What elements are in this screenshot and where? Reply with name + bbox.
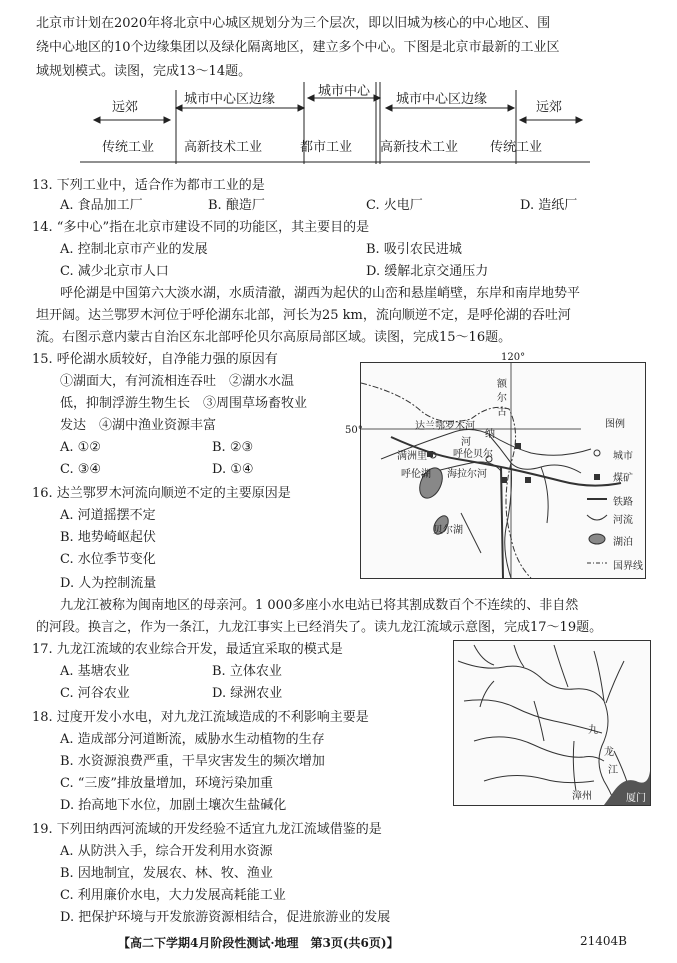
question-stem: 14. “多中心”指在北京市建设不同的功能区，其主要目的是 [32, 220, 370, 235]
option: C. 火电厂 [366, 198, 423, 213]
legend-rail: 铁路 [613, 497, 633, 508]
city-label: 呼伦贝尔 [453, 449, 493, 460]
map-char: 尔 [497, 393, 507, 404]
map-char: 古 [497, 407, 507, 418]
city-label: 漳州 [572, 791, 592, 802]
option: D. 缓解北京交通压力 [366, 264, 489, 279]
option: A. 控制北京市产业的发展 [60, 242, 208, 257]
industry-label: 高新技术工业 [184, 140, 263, 155]
legend-river: 河流 [613, 515, 633, 526]
legend-city: 城市 [613, 451, 633, 462]
option: C. “三废”排放量增加，环境污染加重 [60, 776, 274, 791]
option: A. 基塘农业 [60, 664, 130, 679]
intro-line: 绕中心地区的10个边缘集团以及绿化隔离地区，建立多个中心。下图是北京市最新的工业区 [36, 40, 560, 55]
option: D. 绿洲农业 [212, 686, 283, 701]
zone-label: 远郊 [536, 100, 563, 115]
option: B. 吸引农民进城 [366, 242, 462, 257]
latitude-label: 50° [345, 425, 363, 436]
question-stem: 17. 九龙江流域的农业综合开发，最适宜采取的模式是 [32, 642, 343, 657]
paper-code: 21404B [580, 934, 627, 948]
intro-line: 流。右图示意内蒙古自治区东北部呼伦贝尔高原局部区域。读图，完成15～16题。 [36, 330, 512, 345]
city-label: 厦门 [626, 793, 646, 804]
option: D. 人为控制流量 [60, 576, 157, 591]
option: B. 酿造厂 [208, 198, 265, 213]
river-char: 龙 [604, 747, 614, 758]
option: C. 减少北京市人口 [60, 264, 169, 279]
industry-label: 高新技术工业 [380, 140, 459, 155]
map-char: 纳 [485, 429, 495, 440]
lake-label: 贝尔湖 [433, 525, 463, 536]
map-char: 额 [497, 379, 507, 390]
option: C. 河谷农业 [60, 686, 130, 701]
question-stem: 19. 下列田纳西河流域的开发经验不适宜九龙江流域借鉴的是 [32, 822, 382, 837]
option: A. 造成部分河道断流，威胁水生动植物的生存 [60, 732, 325, 747]
page-footer: 【高二下学期4月阶段性测试·地理 第3页(共6页)】 [118, 936, 399, 950]
option: B. 立体农业 [212, 664, 282, 679]
option: D. 抬高地下水位，加剧土壤次生盐碱化 [60, 798, 287, 813]
river-label: 海拉尔河 [447, 469, 487, 480]
intro-line: 呼伦湖是中国第六大淡水湖，水质清澈，湖西为起伏的山峦和悬崖峭壁，东岸和南岸地势平 [60, 286, 581, 301]
option: B. 地势崎岖起伏 [60, 530, 156, 545]
legend-border: 国界线 [613, 561, 643, 572]
map-char: 河 [461, 437, 471, 448]
intro-line: 北京市计划在2020年将北京中心城区规划分为三个层次，即以旧城为核心的中心地区、围 [36, 16, 551, 31]
option: D. 造纸厂 [520, 198, 578, 213]
zone-label: 远郊 [112, 100, 139, 115]
industry-label: 都市工业 [300, 140, 353, 155]
question-stem: 18. 过度开发小水电，对九龙江流域造成的不利影响主要是 [32, 710, 369, 725]
legend-mine: 煤矿 [613, 473, 633, 484]
option: A. 河道摇摆不定 [60, 508, 156, 523]
question-stem: 13. 下列工业中，适合作为都市工业的是 [32, 178, 265, 193]
industry-zoning-diagram [80, 78, 590, 164]
option: B. 因地制宜，发展农、林、牧、渔业 [60, 866, 273, 881]
question-text: ①湖面大，有河流相连吞吐 ②湖水水温 [60, 374, 295, 389]
industry-label: 传统工业 [102, 140, 155, 155]
option: A. ①② [60, 440, 101, 455]
option: A. 食品加工厂 [60, 198, 143, 213]
jiulong-map-drawing [454, 641, 650, 805]
intro-line: 的河段。换言之，作为一条江，九龙江事实上已经消失了。读九龙江流域示意图，完成17～19题。 [36, 620, 603, 635]
intro-line: 坦开阔。达兰鄂罗木河位于呼伦湖东北部，河长为25 km，流向顺逆不定，是呼伦湖的吞吐河 [36, 308, 571, 323]
river-label: 达兰鄂罗木河 [415, 421, 475, 432]
longitude-label: 120° [501, 352, 526, 363]
legend-lake: 湖泊 [613, 537, 633, 548]
zone-label: 城市中心区边缘 [184, 92, 276, 107]
city-label: 满洲里 [397, 451, 427, 462]
river-char: 江 [608, 765, 618, 776]
zone-label: 城市中心 [318, 84, 371, 99]
intro-line: 域规划模式。读图，完成13～14题。 [36, 64, 252, 79]
option: D. ①④ [212, 462, 254, 477]
question-stem: 16. 达兰鄂罗木河流向顺逆不定的主要原因是 [32, 486, 291, 501]
intro-line: 九龙江被称为闽南地区的母亲河。1 000多座小水电站已将其割成数百个不连续的、非自然 [60, 598, 579, 613]
option: B. ②③ [212, 440, 254, 455]
option: B. 水资源浪费严重，干旱灾害发生的频次增加 [60, 754, 325, 769]
question-text: 发达 ④湖中渔业资源丰富 [60, 418, 217, 433]
option: C. 利用廉价水电，大力发展高耗能工业 [60, 888, 286, 903]
lake-label: 呼伦湖 [401, 469, 431, 480]
option: D. 把保护环境与开发旅游资源相结合，促进旅游业的发展 [60, 910, 391, 925]
industry-label: 传统工业 [490, 140, 543, 155]
jiulong-river-map [453, 640, 651, 806]
river-char: 九 [588, 725, 598, 736]
option: C. ③④ [60, 462, 102, 477]
question-stem: 15. 呼伦湖水质较好，自净能力强的原因有 [32, 352, 278, 367]
hulun-lake-map [345, 352, 646, 579]
option: A. 从防洪入手，综合开发利用水资源 [60, 844, 273, 859]
zone-label: 城市中心区边缘 [396, 92, 488, 107]
question-text: 低，抑制浮游生物生长 ③周围草场畜牧业 [60, 396, 308, 411]
option: C. 水位季节变化 [60, 552, 156, 567]
legend-title: 图例 [605, 419, 625, 430]
